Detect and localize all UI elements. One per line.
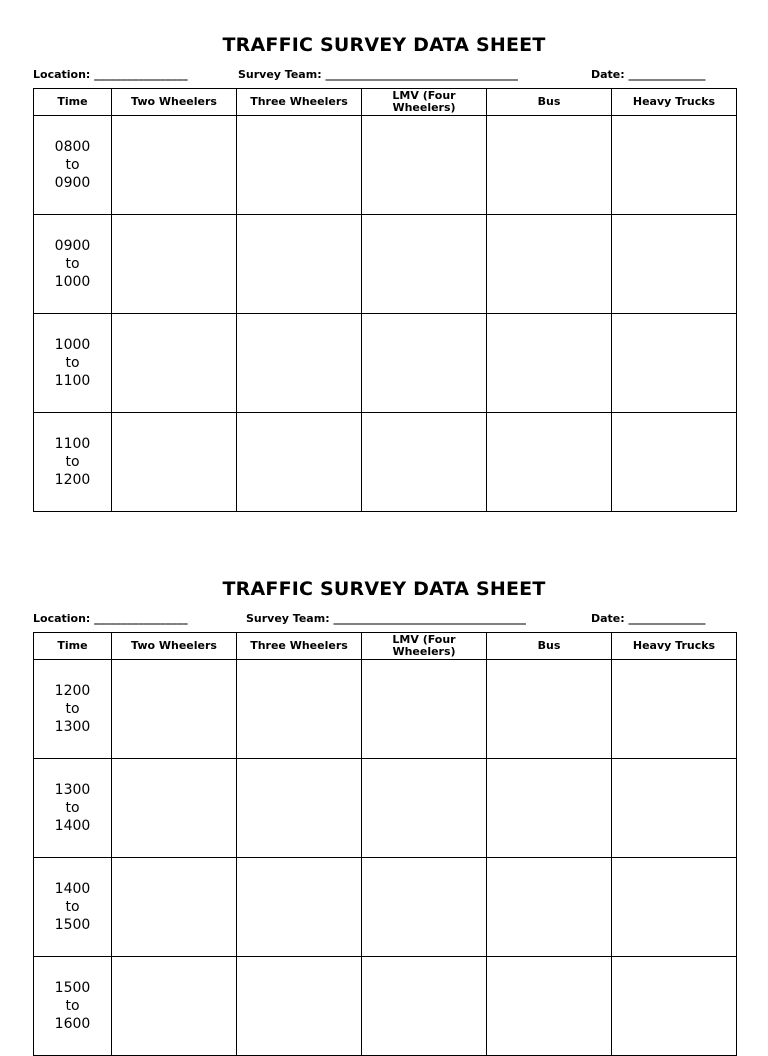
column-header-lmv: LMV (Four Wheelers) <box>362 89 487 116</box>
time-slot-cell <box>34 314 112 413</box>
column-header-heavy-trucks: Heavy Trucks <box>612 89 737 116</box>
column-header-three-wheelers: Three Wheelers <box>237 89 362 116</box>
table-row <box>34 858 737 957</box>
count-cell-two-wheelers[interactable] <box>112 215 237 314</box>
count-cell-lmv[interactable] <box>362 314 487 413</box>
time-to: 1000 <box>54 274 91 290</box>
location-blank: _________________ <box>94 612 188 625</box>
date-label: Date: <box>591 612 625 625</box>
count-cell-two-wheelers[interactable] <box>112 660 237 759</box>
column-header-two-wheelers: Two Wheelers <box>112 89 237 116</box>
column-header-lmv: LMV (Four Wheelers) <box>362 633 487 660</box>
survey-team-blank: ___________________________________ <box>325 68 518 81</box>
time-from: 1300 <box>54 782 91 798</box>
time-slot-cell <box>34 759 112 858</box>
count-cell-heavy-trucks[interactable] <box>612 957 737 1056</box>
count-cell-heavy-trucks[interactable] <box>612 858 737 957</box>
count-cell-three-wheelers[interactable] <box>237 116 362 215</box>
time-separator: to <box>65 355 80 371</box>
table-row <box>34 660 737 759</box>
count-cell-two-wheelers[interactable] <box>112 413 237 512</box>
count-cell-lmv[interactable] <box>362 215 487 314</box>
count-cell-lmv[interactable] <box>362 759 487 858</box>
time-to: 1600 <box>54 1016 91 1032</box>
column-header-bus: Bus <box>487 89 612 116</box>
date-label: Date: <box>591 68 625 81</box>
time-to: 1100 <box>54 373 91 389</box>
table-row <box>34 215 737 314</box>
count-cell-bus[interactable] <box>487 858 612 957</box>
count-cell-three-wheelers[interactable] <box>237 759 362 858</box>
count-cell-three-wheelers[interactable] <box>237 957 362 1056</box>
count-cell-three-wheelers[interactable] <box>237 413 362 512</box>
location-field[interactable] <box>33 68 188 81</box>
time-to: 1400 <box>54 818 91 834</box>
table-header-row <box>34 89 737 116</box>
count-cell-two-wheelers[interactable] <box>112 858 237 957</box>
time-from: 1200 <box>54 683 91 699</box>
time-slot-cell <box>34 116 112 215</box>
sheet-title: TRAFFIC SURVEY DATA SHEET <box>222 578 546 600</box>
table-row <box>34 413 737 512</box>
survey-team-label: Survey Team: <box>238 68 322 81</box>
table-row <box>34 759 737 858</box>
date-blank: ______________ <box>628 68 706 81</box>
time-slot-cell <box>34 215 112 314</box>
time-slot-cell <box>34 413 112 512</box>
count-cell-bus[interactable] <box>487 759 612 858</box>
column-header-time: Time <box>34 89 112 116</box>
time-to: 1300 <box>54 719 91 735</box>
survey-table <box>33 632 737 1056</box>
survey-team-label: Survey Team: <box>246 612 330 625</box>
time-separator: to <box>65 800 80 816</box>
count-cell-three-wheelers[interactable] <box>237 314 362 413</box>
survey-team-blank: ___________________________________ <box>333 612 526 625</box>
column-header-time: Time <box>34 633 112 660</box>
time-separator: to <box>65 256 80 272</box>
count-cell-two-wheelers[interactable] <box>112 116 237 215</box>
count-cell-heavy-trucks[interactable] <box>612 314 737 413</box>
time-from: 1400 <box>54 881 91 897</box>
column-header-two-wheelers: Two Wheelers <box>112 633 237 660</box>
table-row <box>34 957 737 1056</box>
survey-team-field[interactable] <box>238 68 518 81</box>
column-header-three-wheelers: Three Wheelers <box>237 633 362 660</box>
count-cell-bus[interactable] <box>487 957 612 1056</box>
sheet-meta-row <box>0 68 768 84</box>
survey-team-field[interactable] <box>246 612 526 625</box>
time-separator: to <box>65 899 80 915</box>
count-cell-bus[interactable] <box>487 660 612 759</box>
count-cell-heavy-trucks[interactable] <box>612 413 737 512</box>
count-cell-two-wheelers[interactable] <box>112 957 237 1056</box>
count-cell-lmv[interactable] <box>362 413 487 512</box>
table-row <box>34 314 737 413</box>
time-from: 1500 <box>54 980 91 996</box>
count-cell-bus[interactable] <box>487 116 612 215</box>
time-to: 0900 <box>54 175 91 191</box>
column-header-heavy-trucks: Heavy Trucks <box>612 633 737 660</box>
sheet-meta-row <box>0 612 768 628</box>
location-label: Location: <box>33 612 91 625</box>
count-cell-three-wheelers[interactable] <box>237 215 362 314</box>
location-blank: _________________ <box>94 68 188 81</box>
time-separator: to <box>65 454 80 470</box>
time-from: 1000 <box>54 337 91 353</box>
count-cell-lmv[interactable] <box>362 957 487 1056</box>
count-cell-two-wheelers[interactable] <box>112 314 237 413</box>
time-separator: to <box>65 157 80 173</box>
date-field[interactable] <box>591 68 706 81</box>
count-cell-bus[interactable] <box>487 314 612 413</box>
count-cell-lmv[interactable] <box>362 858 487 957</box>
count-cell-bus[interactable] <box>487 215 612 314</box>
count-cell-three-wheelers[interactable] <box>237 660 362 759</box>
count-cell-heavy-trucks[interactable] <box>612 660 737 759</box>
count-cell-lmv[interactable] <box>362 116 487 215</box>
location-field[interactable] <box>33 612 188 625</box>
table-row <box>34 116 737 215</box>
sheet-title: TRAFFIC SURVEY DATA SHEET <box>222 34 546 56</box>
count-cell-heavy-trucks[interactable] <box>612 215 737 314</box>
survey-table <box>33 88 737 512</box>
time-slot-cell <box>34 660 112 759</box>
column-header-bus: Bus <box>487 633 612 660</box>
count-cell-lmv[interactable] <box>362 660 487 759</box>
time-separator: to <box>65 701 80 717</box>
time-to: 1200 <box>54 472 91 488</box>
time-from: 0800 <box>54 139 91 155</box>
count-cell-bus[interactable] <box>487 413 612 512</box>
time-from: 0900 <box>54 238 91 254</box>
count-cell-two-wheelers[interactable] <box>112 759 237 858</box>
count-cell-heavy-trucks[interactable] <box>612 759 737 858</box>
date-blank: ______________ <box>628 612 706 625</box>
time-separator: to <box>65 998 80 1014</box>
table-header-row <box>34 633 737 660</box>
count-cell-three-wheelers[interactable] <box>237 858 362 957</box>
count-cell-heavy-trucks[interactable] <box>612 116 737 215</box>
time-slot-cell <box>34 957 112 1056</box>
time-from: 1100 <box>54 436 91 452</box>
time-to: 1500 <box>54 917 91 933</box>
date-field[interactable] <box>591 612 706 625</box>
location-label: Location: <box>33 68 91 81</box>
time-slot-cell <box>34 858 112 957</box>
